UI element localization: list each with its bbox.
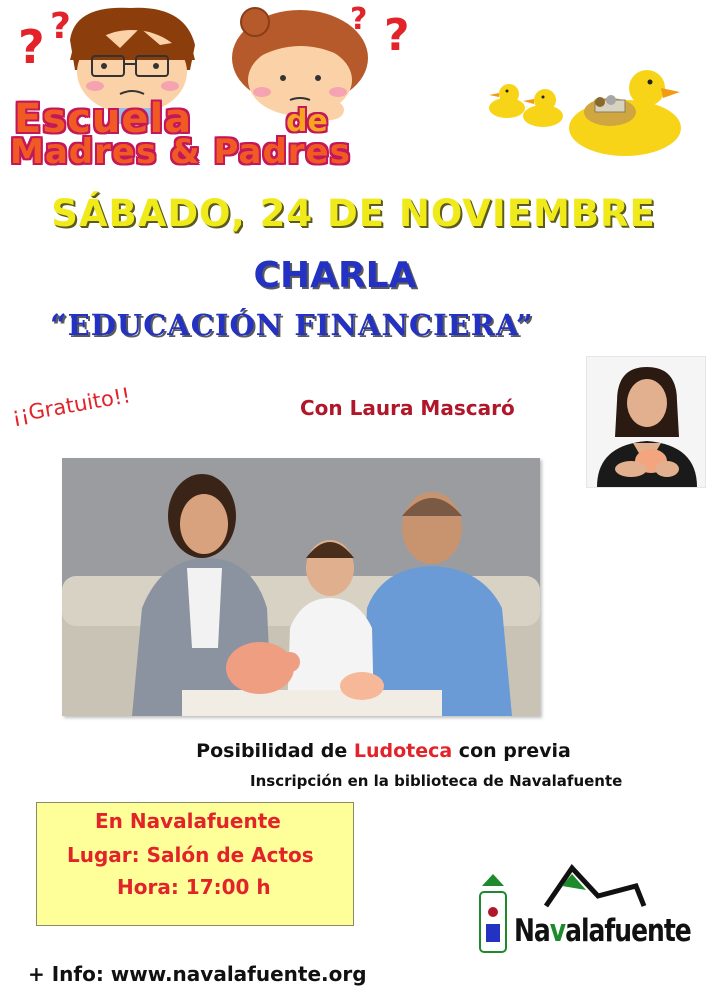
event-details-box xyxy=(36,802,354,926)
event-venue: Lugar: Salón de Actos xyxy=(67,843,314,867)
ludoteca-highlight: Ludoteca xyxy=(353,740,453,762)
event-place: En Navalafuente xyxy=(95,809,281,833)
question-mark-icon: ? xyxy=(384,10,410,61)
event-date: SÁBADO, 24 DE NOVIEMBRE xyxy=(51,192,656,235)
question-mark-icon: ? xyxy=(50,6,71,47)
town-name-highlight: v xyxy=(549,912,566,949)
logo-title-line2: Madres & Padres xyxy=(10,132,351,172)
question-mark-icon: ? xyxy=(18,20,45,74)
family-photo xyxy=(62,458,540,716)
ludoteca-line2: Inscripción en la biblioteca de Navalafuente xyxy=(250,772,623,790)
more-info-link[interactable]: + Info: www.navalafuente.org xyxy=(28,962,367,986)
rubber-ducks-illustration xyxy=(485,66,685,161)
speaker-photo xyxy=(586,356,706,488)
event-type: CHARLA xyxy=(253,255,417,296)
ludoteca-line1 xyxy=(0,740,707,762)
free-badge: ¡¡Gratuito!! xyxy=(10,383,133,428)
school-logo xyxy=(0,0,440,175)
ludoteca-line1-pre: Posibilidad de xyxy=(196,740,354,762)
logo-title-line1: Escuela xyxy=(14,96,193,142)
town-name-pre: Na xyxy=(514,912,550,949)
speaker-name: Con Laura Mascaró xyxy=(300,396,515,420)
event-title: “EDUCACIÓN FINANCIERA” xyxy=(50,308,534,342)
town-logo xyxy=(476,862,691,972)
event-time: Hora: 17:00 h xyxy=(117,875,271,899)
question-mark-icon: ? xyxy=(350,2,368,37)
town-name-post: alafuente xyxy=(565,912,691,949)
town-name xyxy=(514,912,691,948)
ludoteca-line1-post: con previa xyxy=(452,740,571,762)
logo-title-de: de xyxy=(286,104,328,139)
